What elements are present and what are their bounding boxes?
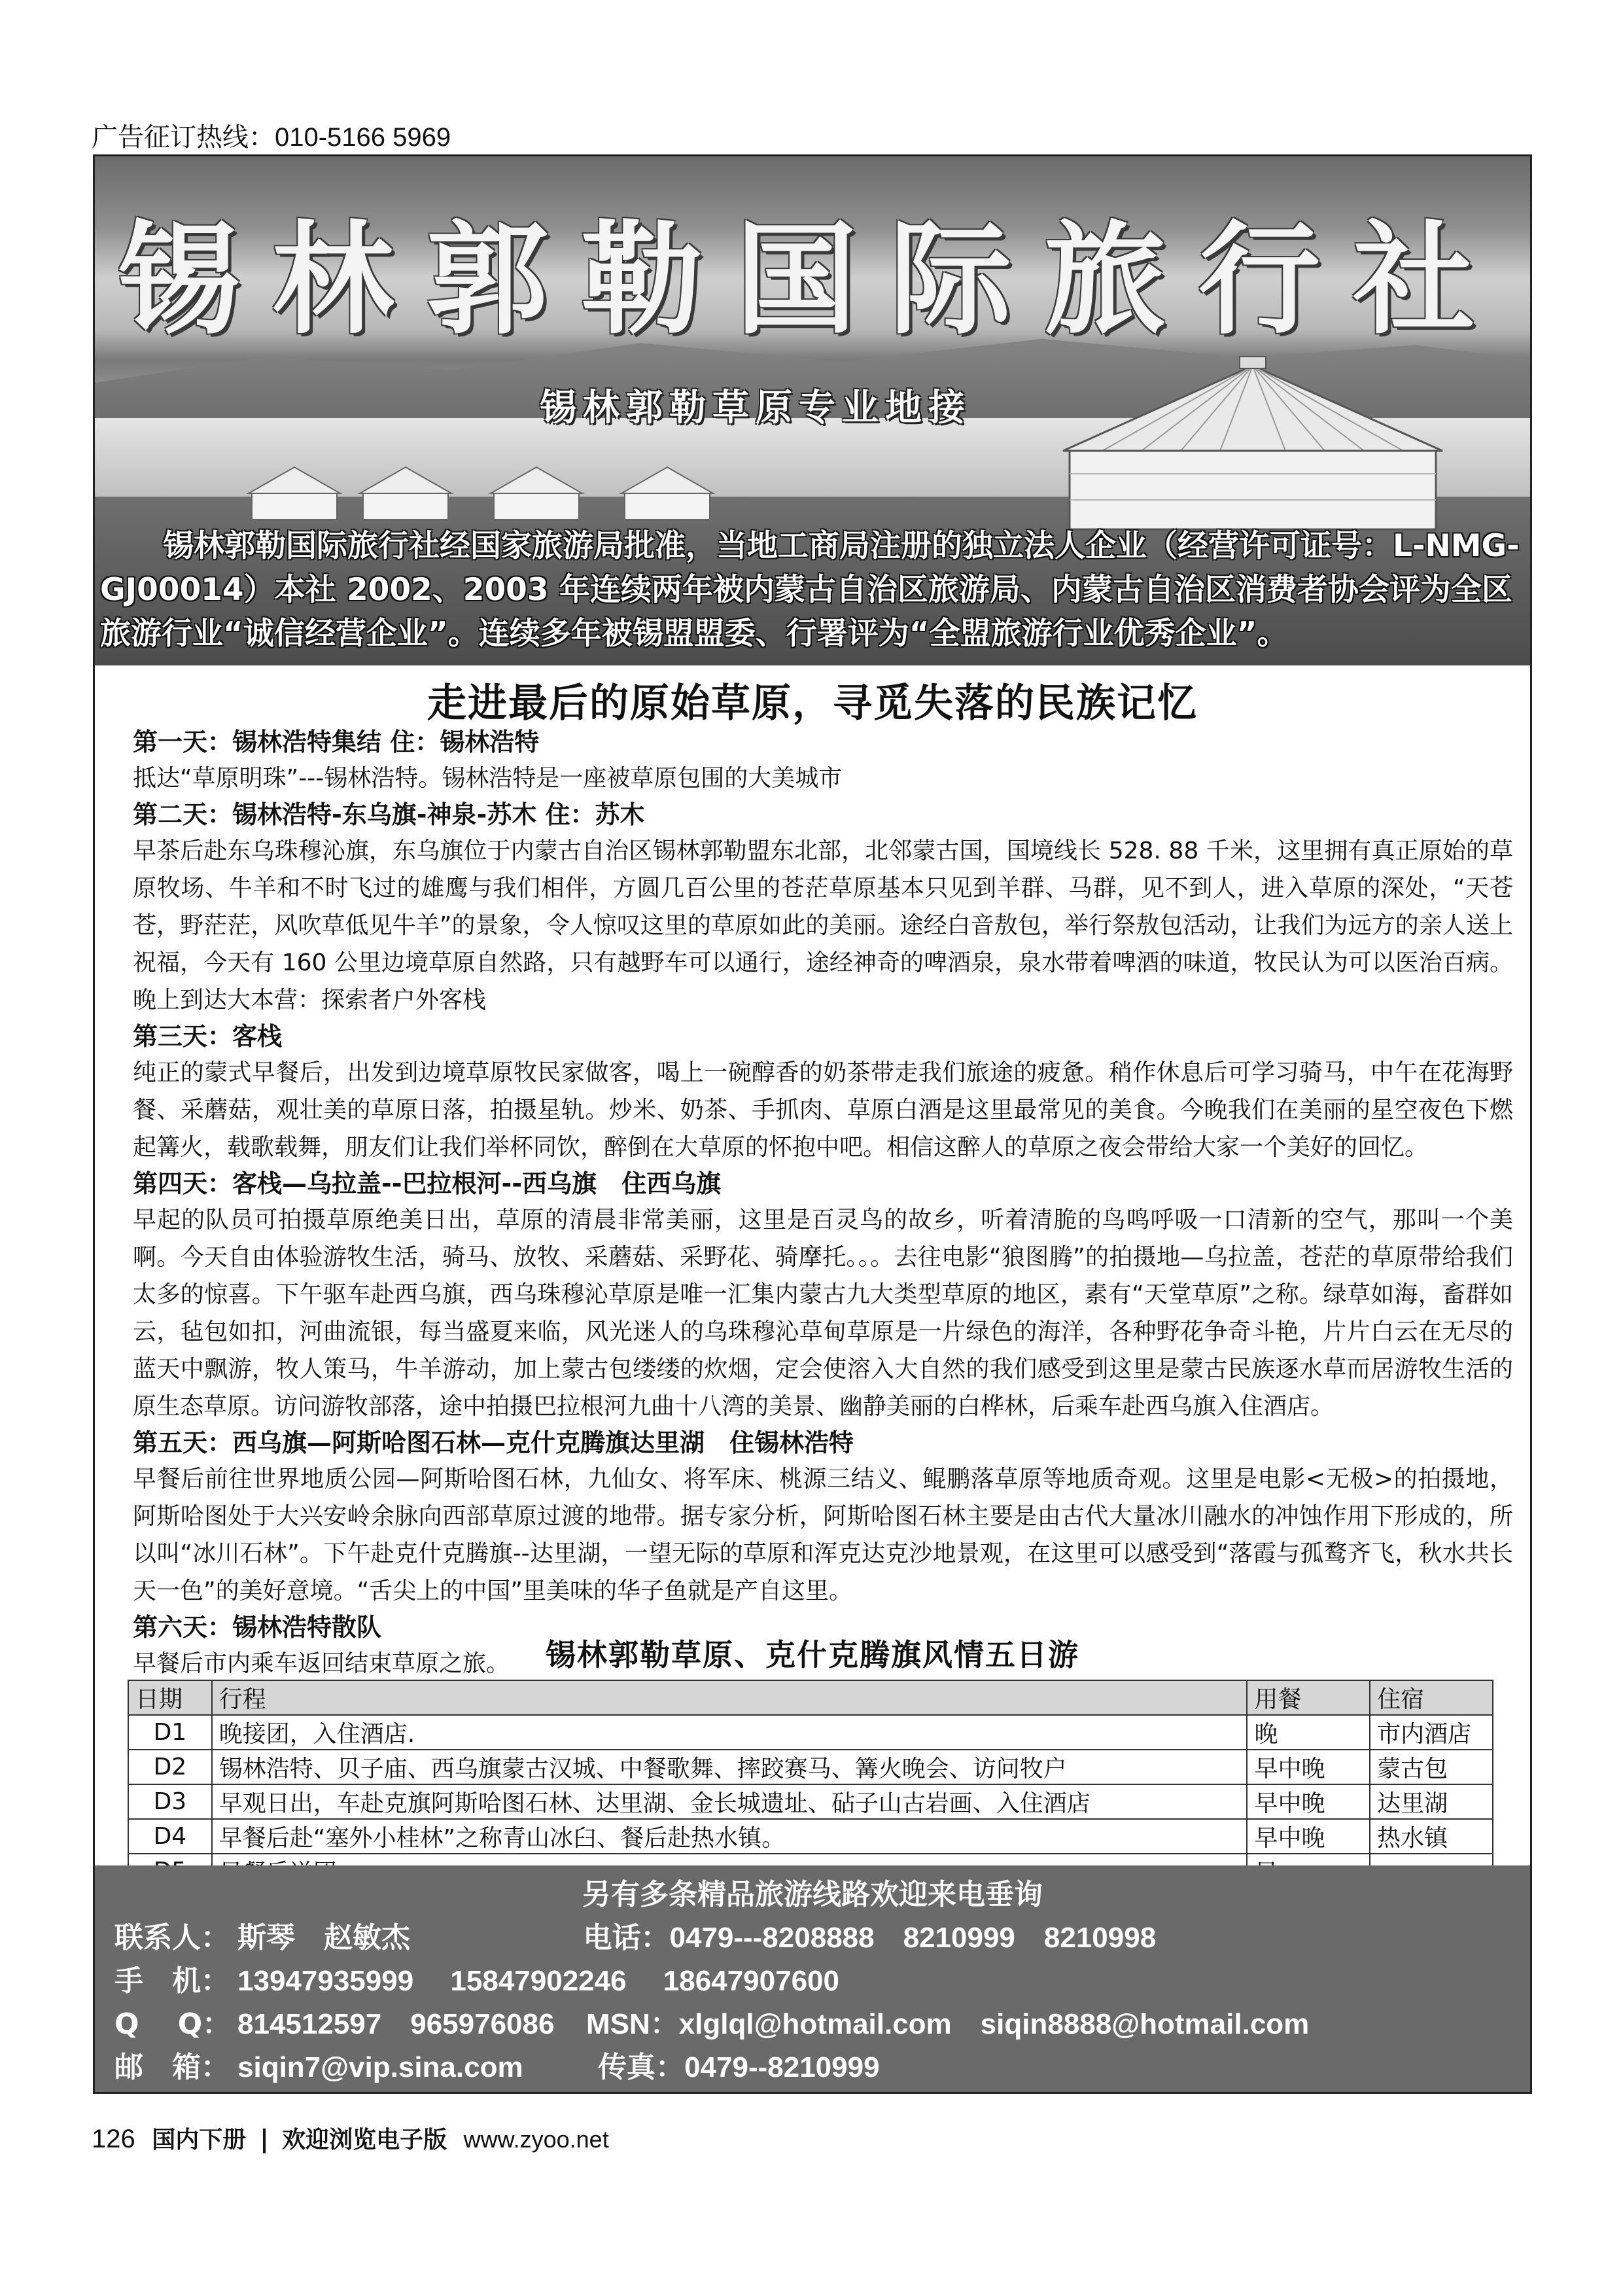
table-row: [128, 1715, 1493, 1750]
day-text: 早餐后市内乘车返回结束草原之旅。: [133, 1650, 510, 1677]
tour-schedule-table: [128, 1680, 1493, 1889]
header-meals: 用餐: [1247, 1680, 1370, 1715]
day-title: 第三天：客栈: [133, 1022, 283, 1051]
fax-label: 传真：: [598, 2051, 685, 2083]
contact-banner: 另有多条精品旅游线路欢迎来电垂询: [582, 1878, 1043, 1911]
agency-subtitle: 锡林郭勒草原专业地接: [540, 387, 971, 429]
cell-lodging: 蒙古包: [1370, 1750, 1493, 1784]
yurt-icon: [487, 464, 585, 523]
cell-meals: 早中晚: [1247, 1784, 1370, 1819]
ad-hotline: 广告征订热线：010-5166 5969: [92, 123, 451, 152]
hero-banner: [95, 156, 1530, 665]
day-text: 早茶后赴东乌珠穆沁旗，东乌旗位于内蒙古自治区锡林郭勒盟东北部，北邻蒙古国，国境线长 528. 88 千米，这里拥有真正原始的草原牧场、牛羊和不时飞过的雄鹰与我们相伴，方圆几百公里的苍茫草原基本只见到羊群、马群，见不到人，进入草原的深处，“天苍苍，野茫茫，风吹草低见牛羊”的景象，令人惊叹这里的草原如此的美丽。途经白音敖包，举行祭敖包活动，让我们为远方的亲人送上祝福，今天有 160 公里边境草原自然路，只有越野车可以通行，途经神奇的啤酒泉，泉水带着啤酒的味道，牧民认为可以医治百病。晚上到达大本营：探索者户外客栈: [133, 838, 1513, 1014]
table-header-row: [128, 1680, 1493, 1715]
day-title: 第四天：客栈—乌拉盖--巴拉根河--西乌旗 住西乌旗: [133, 1169, 722, 1198]
qq-label: Q Q：: [114, 2007, 232, 2041]
cell-meals: 早中晚: [1247, 1819, 1370, 1854]
ebook-invite: 欢迎浏览电子版: [282, 2127, 447, 2153]
day-title: 第二天：锡林浩特-东乌旗-神泉-苏木 住：苏木: [133, 800, 645, 829]
email-label: 邮 箱：: [114, 2051, 230, 2084]
table-row: [128, 1784, 1493, 1819]
itinerary: [133, 724, 1513, 1682]
qq-numbers[interactable]: 814512597 965976086: [237, 2008, 555, 2040]
qq-msn-row: [114, 2000, 1309, 2042]
mobile-row: [114, 1957, 839, 1999]
cell-route: 早餐后赴“塞外小桂林”之称青山冰臼、餐后赴热水镇。: [212, 1819, 1248, 1854]
fax-number[interactable]: 0479--8210999: [684, 2051, 880, 2083]
header-route: 行程: [212, 1680, 1248, 1715]
cell-day: D1: [128, 1715, 212, 1750]
mobile-label: 手 机：: [114, 1964, 230, 1998]
agency-title: 锡林郭勒国际旅行社: [117, 207, 1507, 351]
msn-addresses[interactable]: xlglql@hotmail.com siqin8888@hotmail.com: [678, 2008, 1310, 2040]
footer-divider: [263, 2128, 266, 2153]
cell-day: D2: [128, 1750, 212, 1784]
contact-panel: [95, 1865, 1530, 2092]
day-title: 第六天：锡林浩特散队: [133, 1613, 382, 1642]
cell-route: 晚接团，入住酒店.: [212, 1715, 1248, 1750]
agency-intro: 锡林郭勒国际旅行社经国家旅游局批准，当地工商局注册的独立法人企业（经营许可证号：L-NMG-GJ00014）本社 2002、2003 年连续两年被内蒙古自治区旅游局、内蒙古自治区消费者协会评为全区旅游行业“诚信经营企业”。连续多年被锡盟盟委、行署评为“全盟旅游行业优秀企业”。: [100, 528, 1520, 652]
cell-lodging: 达里湖: [1370, 1784, 1493, 1819]
contact-row: [114, 1914, 1156, 1956]
day-text: 抵达“草原明珠”---锡林浩特。锡林浩特是一座被草原包围的大美城市: [133, 765, 843, 792]
cell-meals: 早中晚: [1247, 1750, 1370, 1784]
email-address[interactable]: siqin7@vip.sina.com: [237, 2051, 523, 2083]
page-number: 126: [92, 2125, 135, 2153]
tour-table-title: 锡林郭勒草原、克什克腾旗风情五日游: [546, 1637, 1079, 1672]
table-row: [128, 1819, 1493, 1854]
day-title: 第五天：西乌旗—阿斯哈图石林—克什克腾旗达里湖 住锡林浩特: [133, 1428, 854, 1457]
header-date: 日期: [128, 1680, 212, 1715]
yurt-icon: [357, 464, 455, 523]
contact-names: 斯琴 赵敏杰: [237, 1922, 410, 1954]
table-row: [128, 1750, 1493, 1784]
email-row: [114, 2043, 880, 2085]
phone-label: 电话：: [583, 1922, 670, 1954]
day-text: 纯正的蒙式早餐后，出发到边境草原牧民家做客，喝上一碗醇香的奶茶带走我们旅途的疲惫。稍作休息后可学习骑马，中午在花海野餐、采蘑菇，观壮美的草原日落，拍摄星轨。炒米、奶茶、手抓肉、草原白酒是这里最常见的美食。今晚我们在美丽的星空夜色下燃起篝火，载歌载舞，朋友们让我们举杯同饮，醉倒在大草原的怀抱中吧。相信这醉人的草原之夜会带给大家一个美好的回忆。: [133, 1059, 1513, 1161]
itinerary-heading: 走进最后的原始草原，寻觅失落的民族记忆: [427, 680, 1198, 726]
ad-frame: [93, 154, 1532, 2094]
cell-lodging: 热水镇: [1370, 1819, 1493, 1854]
cell-route: 锡林浩特、贝子庙、西乌旗蒙古汉城、中餐歌舞、摔跤赛马、篝火晚会、访问牧户: [212, 1750, 1248, 1784]
yurt-icon: [618, 464, 716, 523]
yurt-icon: [1050, 353, 1456, 549]
header-lodging: 住宿: [1370, 1680, 1493, 1715]
volume-label: 国内下册: [152, 2127, 247, 2153]
msn-label: MSN：: [585, 2008, 679, 2040]
day-text: 早起的队员可拍摄草原绝美日出，草原的清晨非常美丽，这里是百灵鸟的故乡，听着清脆的鸟鸣呼吸一口清新的空气，那叫一个美啊。今天自由体验游牧生活，骑马、放牧、采蘑菇、采野花、骑摩托。。。去往电影“狼图腾”的拍摄地—乌拉盖，苍茫的草原带给我们太多的惊喜。下午驱车赴西乌旗，西乌珠穆沁草原是唯一汇集内蒙古九大类型草原的地区，素有“天堂草原”之称。绿草如海，畜群如云，毡包如扣，河曲流银，每当盛夏来临，风光迷人的乌珠穆沁草甸草原是一片绿色的海洋，各种野花争奇斗艳，片片白云在无尽的蓝天中飘游，牧人策马，牛羊游动，加上蒙古包缕缕的炊烟，定会使溶入大自然的我们感受到这里是蒙古民族逐水草而居游牧生活的原生态草原。访问游牧部落，途中拍摄巴拉根河九曲十八湾的美景、幽静美丽的白桦林，后乘车赴西乌旗入住酒店。: [133, 1207, 1513, 1420]
website-link[interactable]: www.zyoo.net: [463, 2126, 609, 2153]
cell-route: 早观日出，车赴克旗阿斯哈图石林、达里湖、金长城遗址、砧子山古岩画、入住酒店: [212, 1784, 1248, 1819]
mobile-numbers[interactable]: 13947935999 15847902246 18647907600: [237, 1965, 839, 1997]
cell-meals: 晚: [1247, 1715, 1370, 1750]
contact-label: 联系人：: [114, 1921, 230, 1954]
cell-lodging: 市内酒店: [1370, 1715, 1493, 1750]
phone-number[interactable]: 0479---8208888 8210999 8210998: [669, 1922, 1157, 1954]
day-text: 早餐后前往世界地质公园—阿斯哈图石林，九仙女、将军床、桃源三结义、鲲鹏落草原等地质奇观。这里是电影<无极>的拍摄地，阿斯哈图处于大兴安岭余脉向西部草原过渡的地带。据专家分析，阿斯哈图石林主要是由古代大量冰川融水的冲蚀作用下形成的，所以叫“冰川石林”。下午赴克什克腾旗--达里湖，一望无际的草原和浑克达克沙地景观，在这里可以感受到“落霞与孤鹜齐飞，秋水共长天一色”的美好意境。“舌尖上的中国”里美味的华子鱼就是产自这里。: [133, 1466, 1513, 1604]
day-title: 第一天：锡林浩特集结 住：锡林浩特: [133, 728, 540, 756]
cell-day: D4: [128, 1819, 212, 1854]
page-footer: [92, 2121, 609, 2155]
yurt-icon: [245, 464, 343, 523]
cell-day: D3: [128, 1784, 212, 1819]
